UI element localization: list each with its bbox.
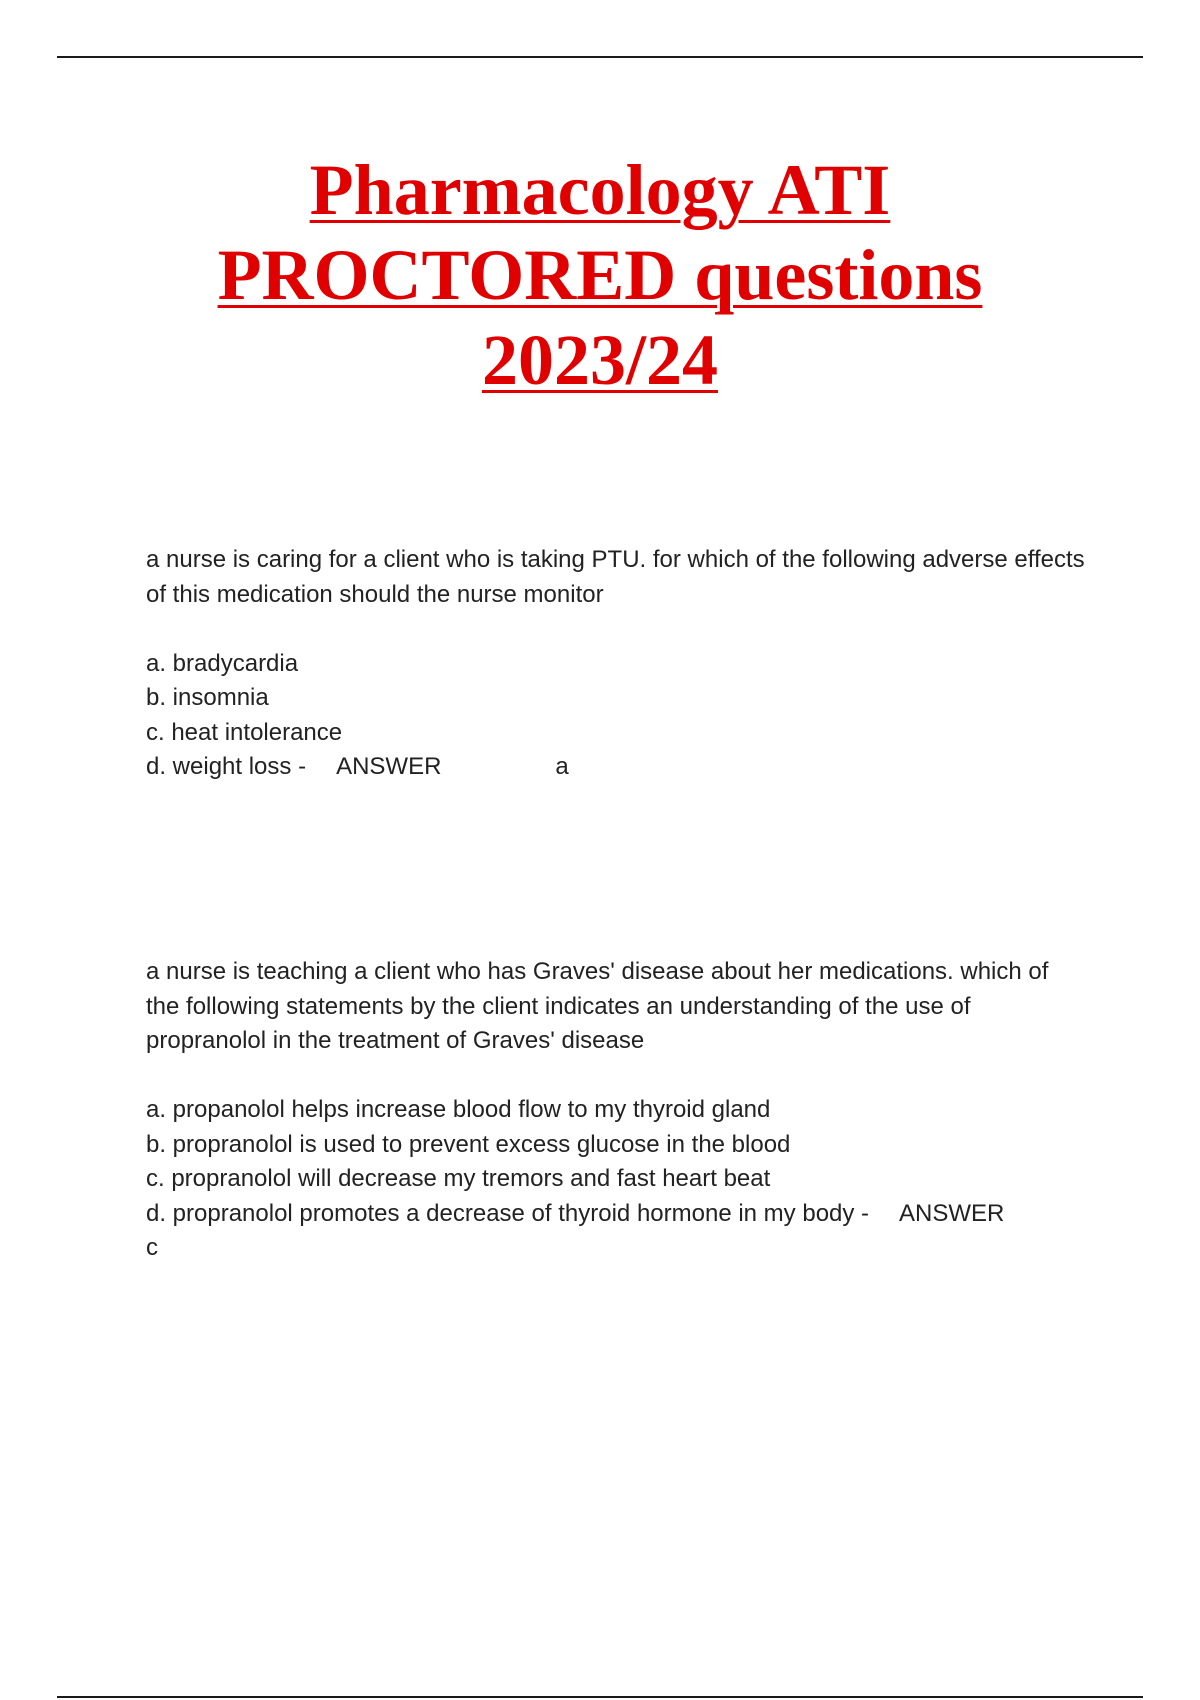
question-2-stem: a nurse is teaching a client who has Graves' disease about her medications. which of the following statements by the client indicates an understanding of the use of propranolol in the treatment of Graves' disease bbox=[146, 958, 1049, 1054]
question-1-option-b: b. insomnia bbox=[146, 684, 269, 711]
question-2-answer-label: ANSWER bbox=[899, 1199, 1005, 1227]
question-1-options bbox=[146, 647, 1086, 785]
question-1-option-d-with-answer bbox=[146, 750, 1086, 785]
question-1-answer-label: ANSWER bbox=[336, 753, 442, 780]
question-2-answer-value: c bbox=[146, 1234, 158, 1261]
header-rule bbox=[57, 56, 1143, 58]
question-2 bbox=[146, 955, 1086, 1266]
question-1-answer-value: a bbox=[555, 753, 569, 780]
question-1-option-a: a. bradycardia bbox=[146, 649, 299, 677]
question-2-options bbox=[146, 1093, 1086, 1266]
question-2-option-d-with-answer bbox=[146, 1197, 1086, 1266]
question-1-option-d: d. weight loss - bbox=[146, 753, 307, 780]
question-2-option-c: c. propranolol will decrease my tremors and fast heart beat bbox=[146, 1165, 771, 1192]
title-line-2: PROCTORED questions bbox=[217, 235, 983, 315]
question-2-option-b: b. propranolol is used to prevent excess glucose in the blood bbox=[146, 1130, 791, 1158]
question-2-option-d: d. propranolol promotes a decrease of thyroid hormone in my body - bbox=[146, 1199, 870, 1227]
question-1 bbox=[146, 543, 1086, 785]
footer-rule bbox=[57, 1696, 1143, 1698]
question-1-stem: a nurse is caring for a client who is taking PTU. for which of the following adverse effects of this medication should the nurse monitor bbox=[146, 546, 1085, 608]
question-1-option-c: c. heat intolerance bbox=[146, 718, 343, 746]
title-line-1: Pharmacology ATI bbox=[309, 150, 891, 230]
document-title bbox=[0, 148, 1200, 403]
title-line-3: 2023/24 bbox=[481, 320, 718, 400]
question-2-option-a: a. propanolol helps increase blood flow to my thyroid gland bbox=[146, 1096, 771, 1123]
